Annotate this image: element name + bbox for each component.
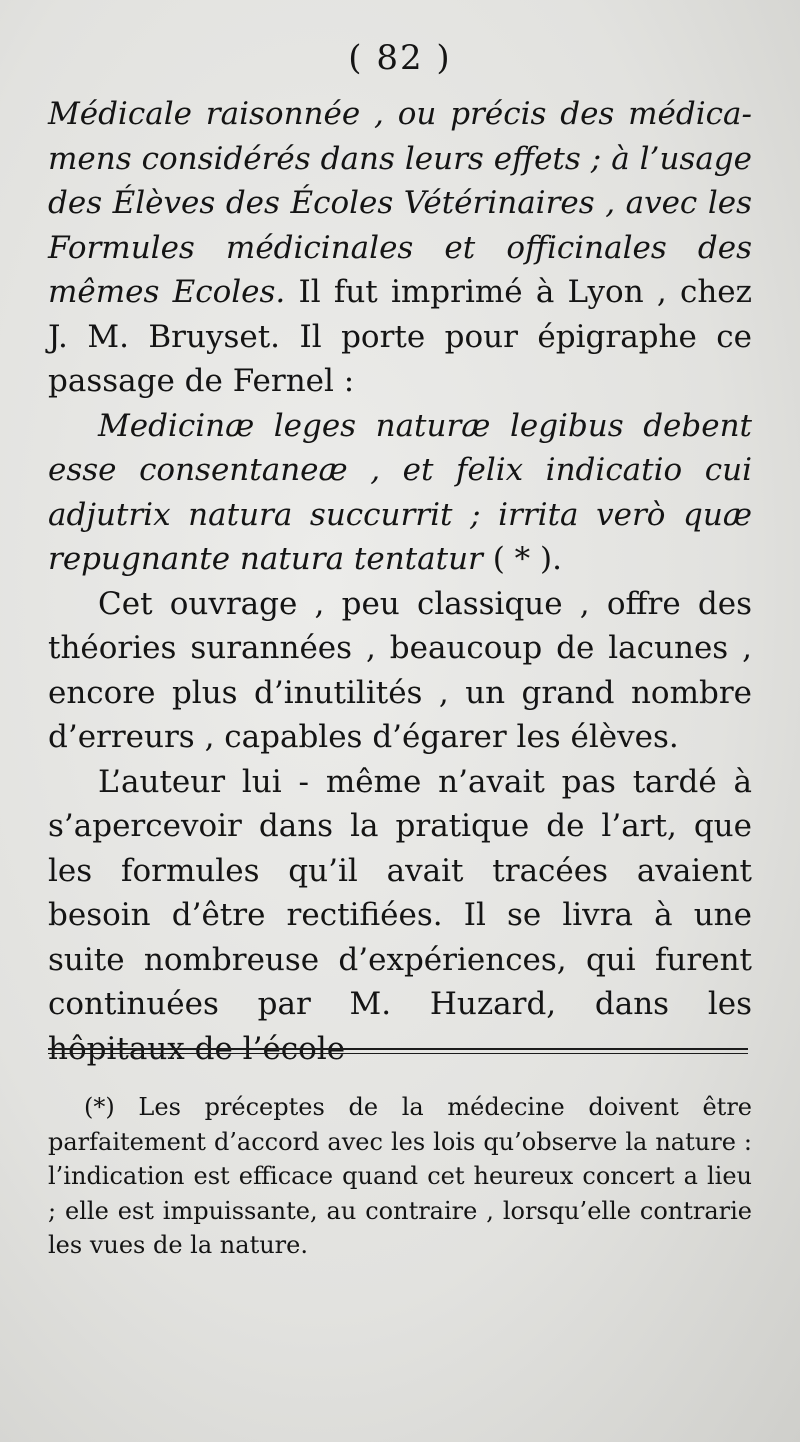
paragraph-3: L’auteur lui - même n’avait pas tardé à s’apercevoir dans la pratique de l’art, que les formules qu’il avait tracées avaient besoin d’être rectifiées. Il se livra à une suite nombreuse d’expériences, qui furent continuées par M. Huzard, dans les hôpitaux de l’école (48, 763, 752, 1067)
footnote-text: (*) Les préceptes de la médecine doivent être parfaitement d’accord avec les lois qu’observe la nature : l’indication est efficace quand cet heureux concert a lieu ; elle est impuissante, au contraire , lorsqu’elle contrarie les vues de la nature. (48, 1093, 752, 1259)
footnote-separator-rule (48, 1048, 748, 1054)
body-text (48, 92, 752, 1071)
epigraph-latin-text: Medicinæ leges naturæ legibus debent esse consentaneæ , et felix indicatio cui adjutrix natura succurrit ; irrita verò quæ repugnante natura tentatur (48, 407, 752, 577)
paragraph-1 (48, 92, 752, 404)
book-title-continuation: Médicale raisonnée , ou précis des médicamens considérés dans leurs effets ; à l’usage des Élèves des Écoles Vétérinaires , avec les Formules médicinales et officinales des mêmes Ecoles. (48, 96, 752, 310)
epigraph-quote (48, 404, 752, 582)
page-number: ( 82 ) (348, 38, 452, 78)
footnote-reference: ( * ). (482, 541, 562, 577)
footnote (48, 1090, 752, 1263)
paragraph-1-tail: Il fut imprimé à Lyon , chez J. M. Bruyset. Il porte pour épigraphe ce passage de Fernel : (48, 274, 752, 399)
paragraph-2: Cet ouvrage , peu classique , offre des théories surannées , beaucoup de lacunes , encore plus d’inutilités , un grand nombre d’erreurs , capables d’égarer les élèves. (48, 585, 752, 755)
